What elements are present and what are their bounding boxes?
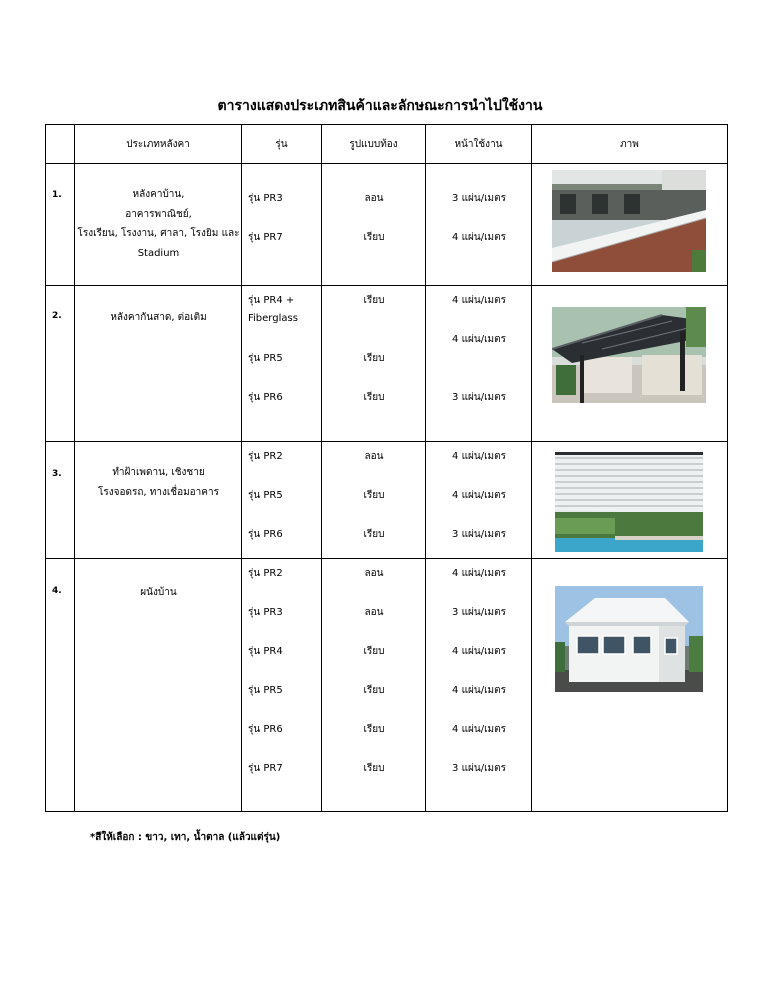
product-table (45, 124, 728, 812)
header-width: หน้าใช้งาน (426, 125, 532, 164)
width-text: 3 แผ่น/เมตร (452, 529, 506, 540)
application-line: โรงจอดรถ, ทางเชื่อมอาคาร (98, 486, 219, 498)
application-line: อาคารพาณิชย์, (125, 208, 192, 220)
pattern-text: เรียบ (363, 490, 385, 501)
pattern-text: เรียบ (363, 392, 385, 403)
width-text: 4 แผ่น/เมตร (452, 685, 506, 696)
small-house-photo (555, 586, 703, 692)
model-text: รุ่น PR5 (248, 685, 283, 696)
width-text: 3 แผ่น/เมตร (452, 193, 506, 204)
row-number-cell (46, 559, 75, 812)
width-cell (426, 286, 532, 442)
pattern-text: ลอน (364, 193, 384, 204)
row-number: 1. (52, 190, 62, 200)
width-text: 3 แผ่น/เมตร (452, 763, 506, 774)
image-cell (532, 164, 728, 286)
application-text (75, 185, 242, 263)
row-number: 3. (52, 469, 62, 479)
width-text: 3 แผ่น/เมตร (452, 607, 506, 618)
pattern-text: เรียบ (363, 529, 385, 540)
model-text: Fiberglass (248, 313, 298, 324)
table-row (46, 559, 728, 812)
application-cell (75, 286, 242, 442)
pattern-cell (322, 164, 426, 286)
table-header-row (46, 125, 728, 164)
image-cell (532, 442, 728, 559)
width-text: 4 แผ่น/เมตร (452, 724, 506, 735)
application-line: ผนังบ้าน (140, 587, 177, 598)
pattern-text: เรียบ (363, 353, 385, 364)
width-text: 4 แผ่น/เมตร (452, 646, 506, 657)
application-line: หลังคากันสาด, ต่อเติม (110, 312, 207, 323)
header-model: รุ่น (242, 125, 322, 164)
application-cell (75, 442, 242, 559)
table-row (46, 286, 728, 442)
model-cell (242, 559, 322, 812)
carport-photo (552, 307, 706, 403)
width-cell (426, 442, 532, 559)
model-text: รุ่น PR6 (248, 392, 283, 403)
image-cell (532, 286, 728, 442)
pattern-text: เรียบ (363, 232, 385, 243)
width-text: 4 แผ่น/เมตร (452, 295, 506, 306)
width-text: 4 แผ่น/เมตร (452, 490, 506, 501)
model-text: รุ่น PR4 + (248, 295, 295, 306)
image-cell (532, 559, 728, 812)
application-line: ทำฝ้าเพดาน, เชิงชาย (112, 467, 205, 478)
model-cell (242, 442, 322, 559)
model-text: รุ่น PR2 (248, 451, 283, 462)
application-cell (75, 559, 242, 812)
model-text: รุ่น PR5 (248, 353, 283, 364)
pattern-text: เรียบ (363, 685, 385, 696)
header-image: ภาพ (532, 125, 728, 164)
width-text: 4 แผ่น/เมตร (452, 568, 506, 579)
row-number-cell (46, 286, 75, 442)
table-row (46, 442, 728, 559)
model-cell (242, 164, 322, 286)
application-text (75, 463, 242, 502)
model-text: รุ่น PR5 (248, 490, 283, 501)
pattern-text: ลอน (364, 607, 384, 618)
row-number-cell (46, 164, 75, 286)
ceiling-pool-photo (555, 452, 703, 552)
width-text: 4 แผ่น/เมตร (452, 232, 506, 243)
width-cell (426, 164, 532, 286)
model-text: รุ่น PR2 (248, 568, 283, 579)
model-text: รุ่น PR7 (248, 232, 283, 243)
color-options-note: *สีให้เลือก : ขาว, เทา, น้ำตาล (แล้วแต่รุ่น) (90, 832, 281, 843)
model-text: รุ่น PR4 (248, 646, 283, 657)
width-cell (426, 559, 532, 812)
application-line: Stadium (137, 247, 180, 259)
width-text: 4 แผ่น/เมตร (452, 451, 506, 462)
width-text: 3 แผ่น/เมตร (452, 392, 506, 403)
row-number: 4. (52, 586, 62, 596)
model-text: รุ่น PR7 (248, 763, 283, 774)
application-line: โรงเรียน, โรงงาน, ศาลา, โรงยิม และ (77, 228, 240, 239)
pattern-cell (322, 286, 426, 442)
application-line: หลังคาบ้าน, (132, 189, 185, 200)
application-cell (75, 164, 242, 286)
header-type: ประเภทหลังคา (75, 125, 242, 164)
width-text: 4 แผ่น/เมตร (452, 334, 506, 345)
pattern-text: ลอน (364, 451, 384, 462)
pattern-text: เรียบ (363, 763, 385, 774)
model-cell (242, 286, 322, 442)
model-text: รุ่น PR3 (248, 193, 283, 204)
pattern-text: เรียบ (363, 646, 385, 657)
table-row (46, 164, 728, 286)
row-number-cell (46, 442, 75, 559)
page-title: ตารางแสดงประเภทสินค้าและลักษณะการนำไปใช้งาน (217, 98, 543, 114)
pattern-cell (322, 442, 426, 559)
model-text: รุ่น PR6 (248, 529, 283, 540)
model-text: รุ่น PR6 (248, 724, 283, 735)
row-number: 2. (52, 311, 62, 321)
pattern-cell (322, 559, 426, 812)
pattern-text: เรียบ (363, 724, 385, 735)
header-no (46, 125, 75, 164)
header-pattern: รูปแบบท้อง (322, 125, 426, 164)
pattern-text: เรียบ (363, 295, 385, 306)
model-text: รุ่น PR3 (248, 607, 283, 618)
pattern-text: ลอน (364, 568, 384, 579)
building-roof-photo (552, 170, 706, 272)
